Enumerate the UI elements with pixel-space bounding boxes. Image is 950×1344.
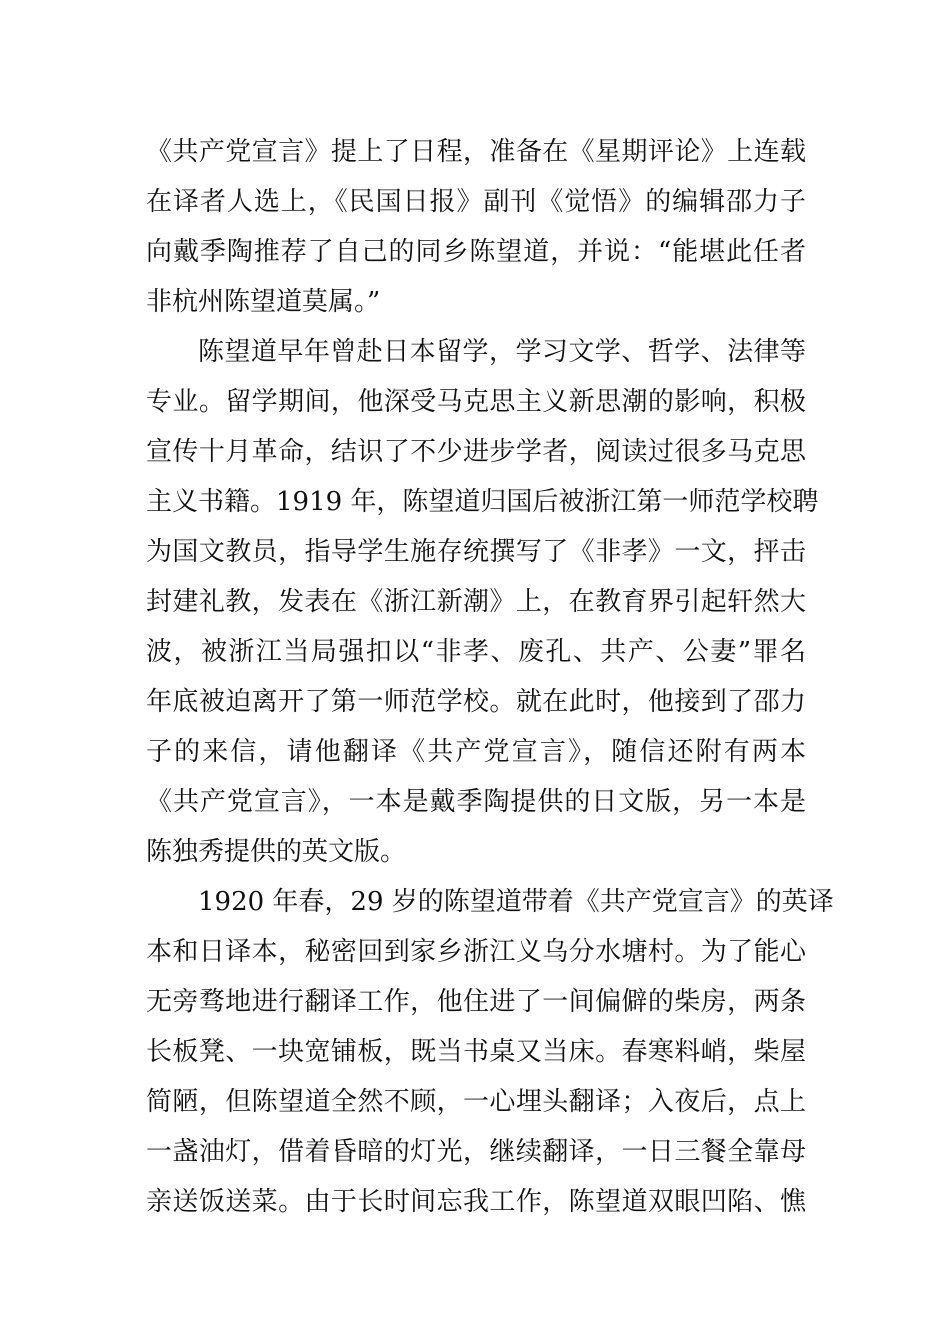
text-line: 向戴季陶推荐了自己的同乡陈望道，并说：“能堪此任者 [146, 237, 806, 267]
text-line: 《共产党宣言》提上了日程，准备在《星期评论》上连载 [146, 137, 806, 167]
text-line: 一盏油灯，借着昏暗的灯光，继续翻译，一日三餐全靠母 [146, 1137, 806, 1167]
text-line: 长板凳、一块宽铺板，既当书桌又当床。春寒料峭，柴屋 [146, 1037, 806, 1067]
text-line: 陈独秀提供的英文版。 [146, 837, 407, 867]
text-line: 在译者人选上，《民国日报》副刊《觉悟》的编辑邵力子 [146, 187, 806, 217]
text-line: 《共产党宣言》，一本是戴季陶提供的日文版，另一本是 [146, 787, 806, 817]
text-line: 子的来信，请他翻译《共产党宣言》，随信还附有两本 [146, 737, 806, 767]
text-line: 亲送饭送菜。由于长时间忘我工作，陈望道双眼凹陷、憔 [146, 1187, 806, 1217]
paragraph-first-line: 陈望道早年曾赴日本留学，学习文学、哲学、法律等 [198, 337, 806, 367]
text-line: 无旁骛地进行翻译工作，他住进了一间偏僻的柴房，两条 [146, 987, 806, 1017]
text-line: 主义书籍。1919 年，陈望道归国后被浙江第一师范学校聘 [146, 487, 819, 517]
text-line: 封建礼教，发表在《浙江新潮》上，在教育界引起轩然大 [146, 587, 806, 617]
text-line: 简陋，但陈望道全然不顾，一心埋头翻译；入夜后，点上 [146, 1087, 806, 1117]
text-line: 为国文教员，指导学生施存统撰写了《非孝》一文，抨击 [146, 537, 806, 567]
text-line: 波，被浙江当局强扣以“非孝、废孔、共产、公妻”罪名 [146, 637, 806, 667]
text-line: 专业。留学期间，他深受马克思主义新思潮的影响，积极 [146, 387, 806, 417]
text-line: 本和日译本，秘密回到家乡浙江义乌分水塘村。为了能心 [146, 937, 806, 967]
paragraph-first-line: 1920 年春，29 岁的陈望道带着《共产党宣言》的英译 [198, 887, 834, 917]
text-line: 宣传十月革命，结识了不少进步学者，阅读过很多马克思 [146, 437, 806, 467]
text-line: 年底被迫离开了第一师范学校。就在此时，他接到了邵力 [146, 687, 806, 717]
text-line: 非杭州陈望道莫属。” [146, 287, 381, 317]
